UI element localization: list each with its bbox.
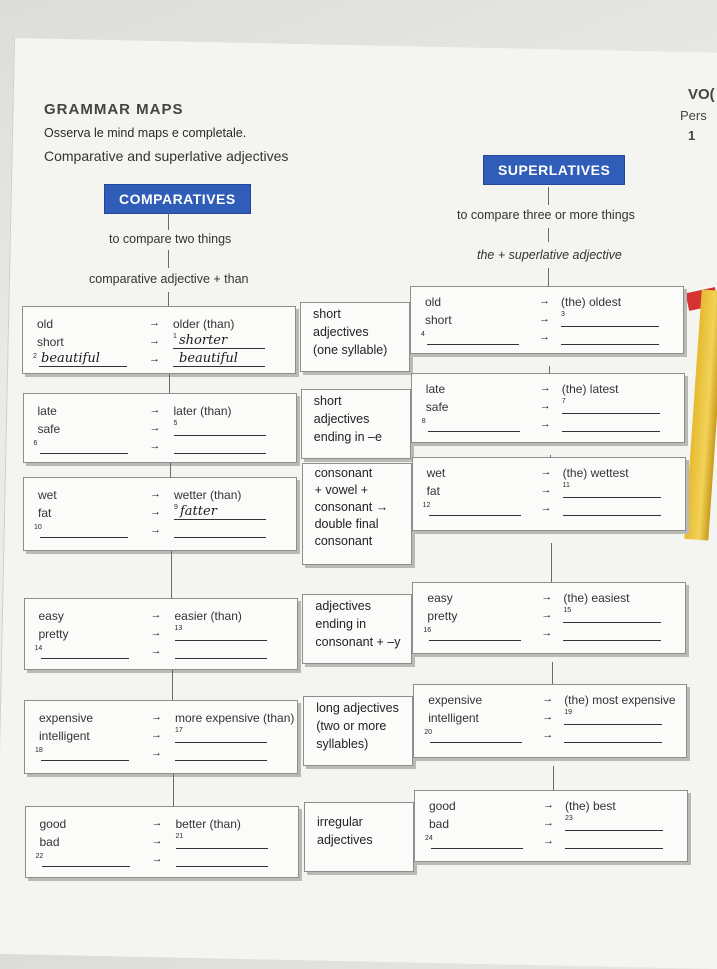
answer-blank-input[interactable]	[429, 640, 521, 641]
blank-number: 23	[565, 815, 573, 822]
rule-label-line: consonant + –y	[315, 635, 401, 649]
answer-blank-input[interactable]	[174, 519, 266, 520]
comparative-form: better (than)	[175, 817, 241, 831]
answer-blank-input[interactable]	[564, 724, 662, 725]
answer-blank-input[interactable]	[173, 348, 265, 349]
arrow-icon: →	[151, 729, 162, 741]
arrow-icon: →	[542, 729, 554, 741]
superlative-base-word: pretty	[427, 609, 458, 623]
rule-label-box	[302, 463, 412, 565]
blank-number: 17	[175, 727, 183, 734]
blank-number: 19	[564, 709, 572, 716]
comparative-base-word: old	[37, 317, 54, 331]
blank-number: 7	[561, 398, 566, 405]
blank-number: 14	[34, 645, 43, 652]
superlative-box	[414, 790, 688, 862]
superlative-form: (the) latest	[561, 382, 619, 396]
comparative-form: older (than)	[173, 317, 235, 331]
answer-blank-input[interactable]	[562, 413, 660, 414]
answer-blank-input[interactable]	[563, 515, 661, 516]
arrow-icon: →	[543, 817, 554, 829]
arrow-icon: →	[539, 400, 551, 412]
answer-blank-input[interactable]	[175, 760, 267, 761]
blank-number: 15	[563, 607, 572, 614]
arrow-icon: →	[151, 835, 163, 847]
blank-number: 16	[423, 627, 432, 634]
answer-blank-input[interactable]	[39, 366, 127, 367]
blank-number: 4	[421, 331, 425, 338]
comparative-base-word: intelligent	[39, 729, 90, 743]
rule-label-line: adjectives	[313, 412, 370, 426]
rule-label-line: (one syllable)	[313, 343, 388, 357]
answer-blank-input[interactable]	[176, 866, 268, 867]
answer-blank-input[interactable]	[40, 537, 128, 538]
rule-label-line: syllables)	[316, 737, 369, 751]
rule-label-line: (two or more	[316, 719, 387, 733]
edge-heading: VO(	[688, 86, 715, 103]
superlative-form: (the) best	[565, 799, 616, 813]
answer-blank-input[interactable]	[175, 658, 267, 659]
superlative-base-word: bad	[429, 817, 450, 831]
superlative-base-word: easy	[427, 591, 453, 605]
superlatives-form: the + superlative adjective	[477, 248, 622, 262]
superlative-form: (the) oldest	[561, 295, 622, 309]
answer-blank-input[interactable]	[563, 640, 661, 641]
blank-number: 10	[34, 524, 42, 531]
comparative-box	[24, 598, 298, 670]
arrow-icon: →	[543, 835, 554, 847]
superlative-form: (the) most expensive	[564, 693, 676, 707]
answer-blank-input[interactable]	[176, 848, 268, 849]
page-title: GRAMMAR MAPS	[44, 101, 184, 118]
comparative-box	[24, 700, 298, 774]
rule-label-line: irregular	[317, 815, 363, 829]
rule-label-line: adjectives	[317, 833, 373, 847]
answer-blank-input[interactable]	[431, 848, 523, 849]
blank-number: 22	[35, 853, 44, 860]
arrow-icon: →	[149, 422, 161, 434]
rule-label-line: adjectives	[315, 599, 371, 613]
superlatives-heading: SUPERLATIVES	[483, 155, 625, 185]
comparative-form: more expensive (than)	[175, 711, 295, 725]
arrow-icon: →	[541, 627, 553, 639]
comparative-box	[23, 477, 297, 551]
comparative-box	[22, 306, 296, 374]
handwritten-answer: beautiful	[179, 351, 238, 366]
rule-label-box	[300, 302, 410, 372]
superlative-base-word: fat	[426, 484, 440, 498]
rule-label-line: ending in –e	[313, 430, 382, 444]
superlative-form: (the) wettest	[562, 466, 629, 480]
answer-blank-input[interactable]	[41, 658, 129, 659]
arrow-icon: →	[541, 591, 553, 603]
connector-line	[171, 551, 172, 598]
blank-number: 6	[33, 440, 38, 447]
arrow-icon: →	[151, 711, 162, 723]
answer-blank-input[interactable]	[562, 431, 660, 432]
superlative-box	[412, 582, 686, 654]
comparative-base-word: bad	[39, 835, 60, 849]
superlative-base-word: wet	[426, 466, 446, 480]
superlative-base-word: expensive	[428, 693, 483, 707]
superlative-base-word: good	[429, 799, 456, 813]
rule-label-line: consonant	[314, 534, 373, 548]
comparatives-form: comparative adjective + than	[89, 272, 249, 286]
arrow-icon: →	[539, 418, 551, 430]
answer-blank-input[interactable]	[40, 453, 128, 454]
rule-label-box	[304, 802, 414, 872]
blank-number: 24	[425, 835, 433, 842]
arrow-icon: →	[150, 524, 161, 536]
arrow-icon: →	[151, 853, 163, 865]
arrow-icon: →	[539, 313, 550, 325]
comparative-box	[25, 806, 299, 878]
comparative-base-word: pretty	[38, 627, 69, 641]
arrow-icon: →	[149, 404, 161, 416]
superlative-base-word: safe	[425, 400, 449, 414]
rule-label-box	[301, 389, 411, 459]
answer-blank-input[interactable]	[174, 435, 266, 436]
rule-label-line: adjectives	[313, 325, 369, 339]
arrow-icon: →	[150, 488, 161, 500]
superlative-base-word: late	[425, 382, 446, 396]
arrow-icon: →	[150, 645, 162, 657]
blank-number: 2	[33, 353, 37, 360]
comparative-base-word: short	[37, 335, 64, 349]
edge-subheading: Pers	[680, 108, 707, 123]
arrow-icon: →	[539, 331, 550, 343]
comparative-base-word: expensive	[39, 711, 94, 725]
comparative-base-word: easy	[38, 609, 64, 623]
arrow-icon: →	[150, 627, 162, 639]
answer-blank-input[interactable]	[174, 453, 266, 454]
arrow-icon: →	[149, 440, 161, 452]
answer-blank-input[interactable]	[429, 515, 521, 516]
answer-blank-input[interactable]	[41, 760, 129, 761]
rule-label-line: short	[313, 307, 341, 321]
arrow-icon: →	[540, 466, 552, 478]
arrow-icon: →	[540, 502, 552, 514]
comparative-base-word: good	[39, 817, 67, 831]
blank-number: 18	[35, 747, 43, 754]
rule-label-line: long adjectives	[316, 701, 399, 715]
rule-label-line: + vowel +	[314, 483, 369, 497]
answer-blank-input[interactable]	[564, 742, 662, 743]
connector-line	[169, 374, 170, 393]
answer-blank-input[interactable]	[561, 344, 659, 345]
arrow-icon: →	[540, 484, 552, 496]
blank-number: 9	[174, 504, 178, 511]
blank-number: 5	[173, 420, 178, 427]
blank-number: 8	[421, 418, 426, 425]
arrow-icon: →	[149, 317, 160, 329]
answer-blank-input[interactable]	[430, 742, 522, 743]
answer-blank-input[interactable]	[563, 497, 661, 498]
arrow-icon: →	[542, 711, 554, 723]
arrow-icon: →	[541, 609, 553, 621]
edge-number-1: 1	[688, 128, 696, 143]
superlative-base-word: old	[425, 295, 442, 309]
arrow-icon: →	[543, 799, 554, 811]
arrow-icon: →	[149, 335, 160, 347]
handwritten-answer: beautiful	[41, 351, 100, 366]
answer-blank-input[interactable]	[563, 622, 661, 623]
arrow-icon: →	[150, 506, 161, 518]
blank-number: 21	[175, 833, 184, 840]
answer-blank-input[interactable]	[427, 344, 519, 345]
rule-label-line: short	[313, 394, 342, 408]
rule-label-box	[303, 696, 413, 766]
rule-label-line: consonant	[314, 466, 373, 480]
superlative-box	[412, 457, 686, 531]
comparative-base-word: wet	[38, 488, 57, 502]
comparative-base-word: late	[37, 404, 57, 418]
answer-blank-input[interactable]	[565, 830, 663, 831]
answer-blank-input[interactable]	[428, 431, 520, 432]
blank-number: 1	[173, 333, 177, 340]
blank-number: 12	[422, 502, 431, 509]
connector-line	[173, 774, 174, 806]
answer-blank-input[interactable]	[561, 326, 659, 327]
arrow-icon: →	[151, 817, 163, 829]
superlative-box	[413, 684, 687, 758]
comparative-base-word: fat	[38, 506, 52, 520]
rule-label-line: consonant →	[314, 500, 389, 514]
handwritten-answer: shorter	[179, 333, 228, 348]
instruction: Osserva le mind maps e completale.	[44, 126, 247, 140]
comparative-form: easier (than)	[174, 609, 242, 623]
arrow-icon: →	[150, 609, 162, 621]
arrow-icon: →	[151, 747, 162, 759]
arrow-icon: →	[539, 382, 551, 394]
rule-label-line: double final	[314, 517, 379, 531]
blank-number: 13	[174, 625, 183, 632]
comparative-base-word: safe	[37, 422, 61, 436]
superlatives-purpose: to compare three or more things	[457, 208, 635, 222]
blank-number: 11	[562, 482, 570, 489]
answer-blank-input[interactable]	[174, 537, 266, 538]
comparatives-purpose: to compare two things	[109, 232, 232, 246]
arrow-icon: →	[539, 295, 550, 307]
comparative-box	[23, 393, 297, 463]
answer-blank-input[interactable]	[565, 848, 663, 849]
comparatives-heading: COMPARATIVES	[104, 184, 251, 214]
superlative-box	[410, 286, 684, 354]
connector-line	[172, 670, 173, 700]
blank-number: 20	[424, 729, 432, 736]
superlative-base-word: short	[425, 313, 452, 327]
comparative-form: wetter (than)	[174, 488, 242, 502]
rule-label-box	[302, 594, 412, 664]
comparative-form: later (than)	[173, 404, 232, 418]
superlative-form: (the) easiest	[563, 591, 630, 605]
answer-blank-input[interactable]	[175, 640, 267, 641]
answer-blank-input[interactable]	[42, 866, 130, 867]
answer-blank-input[interactable]	[173, 366, 265, 367]
arrow-icon: →	[542, 693, 554, 705]
connector-line	[170, 463, 171, 477]
superlative-base-word: intelligent	[428, 711, 479, 725]
section-subtitle: Comparative and superlative adjectives	[44, 148, 289, 164]
arrow-icon: →	[149, 353, 160, 365]
answer-blank-input[interactable]	[175, 742, 267, 743]
blank-number: 3	[561, 311, 565, 318]
handwritten-answer: fatter	[180, 504, 217, 519]
rule-label-line: ending in	[315, 617, 367, 631]
superlative-box	[411, 373, 685, 443]
